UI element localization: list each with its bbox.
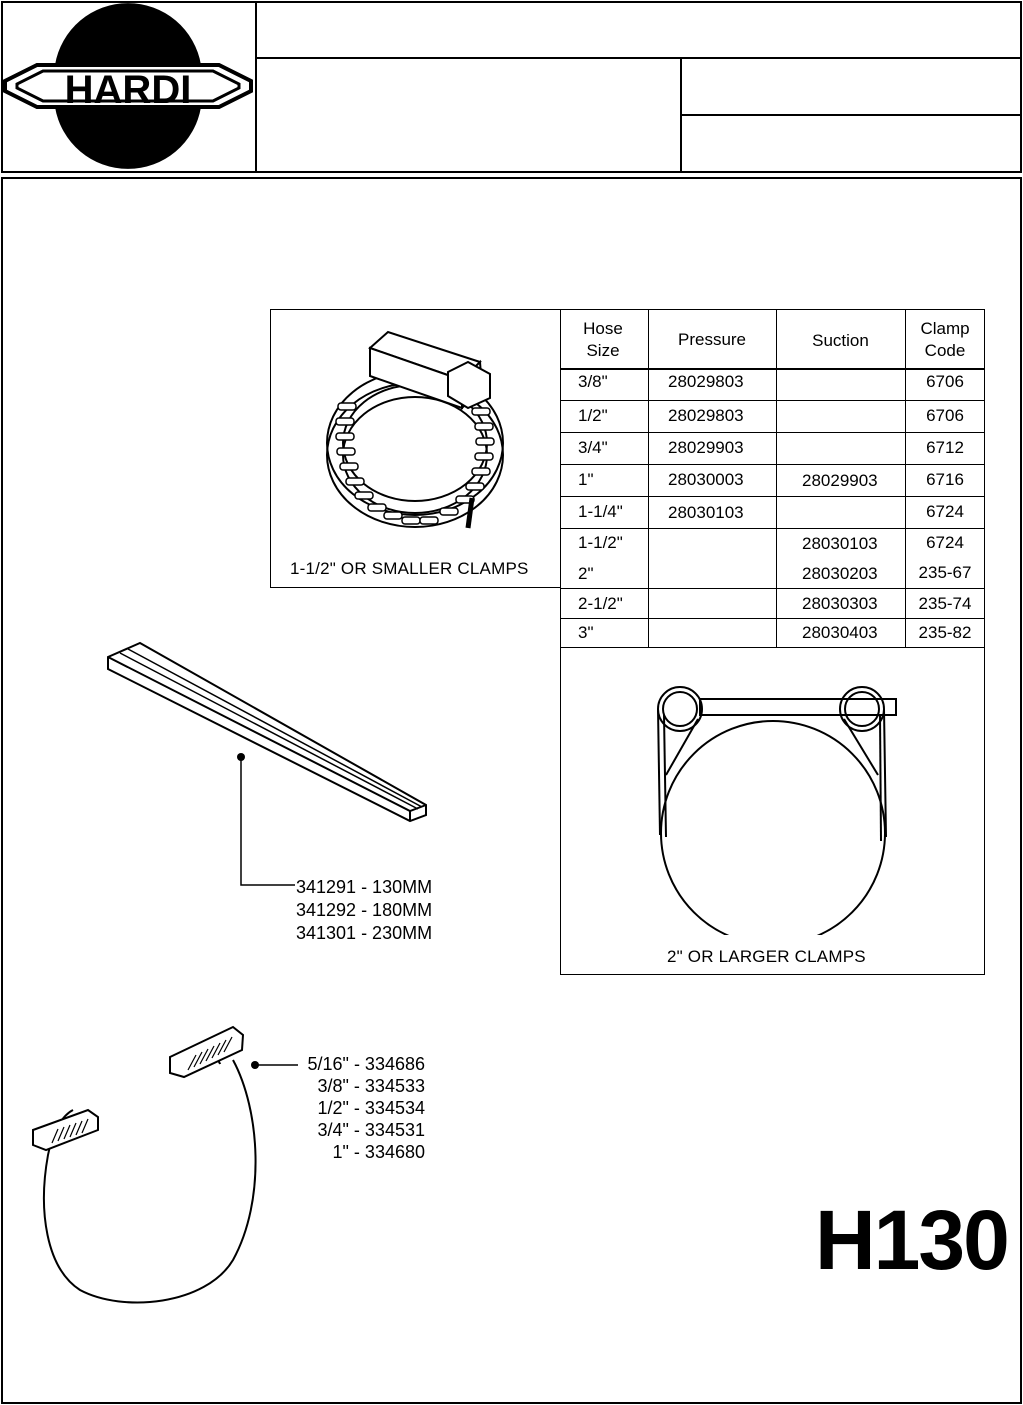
rubber-strip-drawing — [100, 635, 445, 895]
strip-part-list — [296, 876, 432, 945]
list-item: 1" - 334680 — [332, 1142, 425, 1162]
header-suction: Suction — [812, 331, 869, 350]
header-pressure: Pressure — [677, 330, 747, 349]
bolt-clamp-drawing — [640, 675, 910, 935]
large-clamps-caption: 2" OR LARGER CLAMPS — [667, 947, 866, 966]
page-number: H130 — [815, 1193, 1008, 1287]
hose-clip-drawing — [28, 1015, 318, 1305]
list-item: 341292 - 180MM — [296, 900, 433, 920]
header-divider-logo — [255, 1, 257, 173]
header-divider-top — [255, 57, 1022, 59]
worm-gear-clamp-drawing — [300, 318, 530, 548]
logo-text: HARDI — [64, 68, 192, 112]
list-item: 341291 - 130MM — [296, 877, 433, 897]
list-item: 341301 - 230MM — [296, 923, 433, 943]
tie-part-list — [300, 1053, 425, 1163]
header-divider-right — [680, 114, 1022, 116]
small-clamps-caption: 1-1/2" OR SMALLER CLAMPS — [290, 559, 529, 578]
list-item: 1/2" - 334534 — [317, 1098, 425, 1118]
hardi-logo — [3, 3, 253, 171]
header-hose-size: Hose Size — [583, 319, 623, 360]
list-item: 5/16" - 334686 — [307, 1054, 425, 1074]
header-clamp-code: Clamp Code — [920, 319, 970, 360]
list-item: 3/8" - 334533 — [317, 1076, 425, 1096]
list-item: 3/4" - 334531 — [317, 1120, 425, 1140]
